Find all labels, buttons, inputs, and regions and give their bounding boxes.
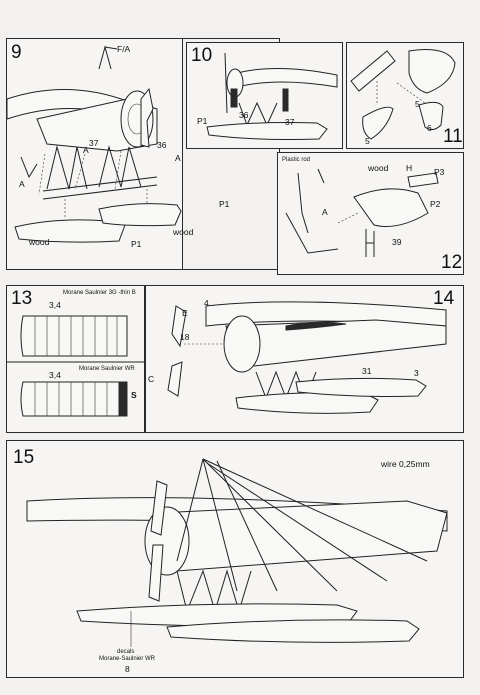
- panel-step-10: [186, 42, 343, 149]
- panel-step-12: [277, 152, 464, 275]
- label-p1-bottom: P1: [131, 239, 142, 249]
- label-39: 39: [392, 237, 402, 247]
- step-number: 9: [11, 42, 22, 63]
- step-14-drawing: [146, 286, 465, 434]
- label-wood-left: wood: [29, 237, 50, 247]
- label-decal-name: Morane-Saulnier WR: [99, 656, 156, 662]
- label-p1: P1: [197, 116, 208, 126]
- label-5a: 5: [415, 99, 420, 109]
- label-a: A: [322, 207, 328, 217]
- label-p1-top: P1: [219, 199, 230, 209]
- label-decals: decals: [117, 649, 135, 655]
- label-4: 4: [204, 298, 209, 308]
- label-plastic-rod: Plastic rod: [282, 157, 311, 163]
- label-title-bottom: Morane Saulnier WR: [79, 366, 135, 372]
- label-8: 8: [125, 664, 130, 674]
- panel-step-15: [6, 440, 464, 678]
- label-a3: A: [175, 153, 181, 163]
- label-wood-right: wood: [173, 227, 194, 237]
- label-36: 36: [239, 110, 249, 120]
- label-p3: P3: [434, 167, 445, 177]
- step-number: 14: [433, 288, 455, 309]
- label-34-bottom: 3,4: [49, 370, 61, 380]
- label-3: 3: [414, 368, 419, 378]
- label-a1: A: [19, 179, 25, 189]
- label-18: 18: [180, 332, 190, 342]
- label-5b: 5: [365, 136, 370, 146]
- label-a2: A: [83, 145, 89, 155]
- label-37: 37: [285, 117, 295, 127]
- label-h: H: [406, 163, 413, 173]
- step-number: 15: [13, 447, 35, 468]
- step-number: 12: [441, 252, 463, 273]
- label-fa: F/A: [117, 44, 131, 54]
- label-34-top: 3,4: [49, 300, 61, 310]
- label-wood: wood: [368, 163, 389, 173]
- panel-step-11: [346, 42, 464, 149]
- label-6: 6: [427, 123, 432, 133]
- panel-step-13: [6, 285, 145, 433]
- label-title-top: Morane Saulnier 3G -thin B: [63, 290, 136, 296]
- label-c: C: [148, 374, 155, 384]
- label-wire: wire 0,25mm: [381, 459, 430, 469]
- step-number: 10: [191, 45, 213, 66]
- label-s-mark: S: [131, 390, 137, 400]
- label-e: E: [182, 308, 188, 318]
- step-number: 11: [443, 126, 463, 147]
- panel-step-14: [145, 285, 464, 433]
- label-p2: P2: [430, 199, 441, 209]
- label-31: 31: [362, 366, 372, 376]
- label-37: 37: [89, 138, 99, 148]
- label-36: 36: [157, 140, 167, 150]
- step-number: 13: [11, 288, 33, 309]
- step-15-drawing: [7, 441, 465, 679]
